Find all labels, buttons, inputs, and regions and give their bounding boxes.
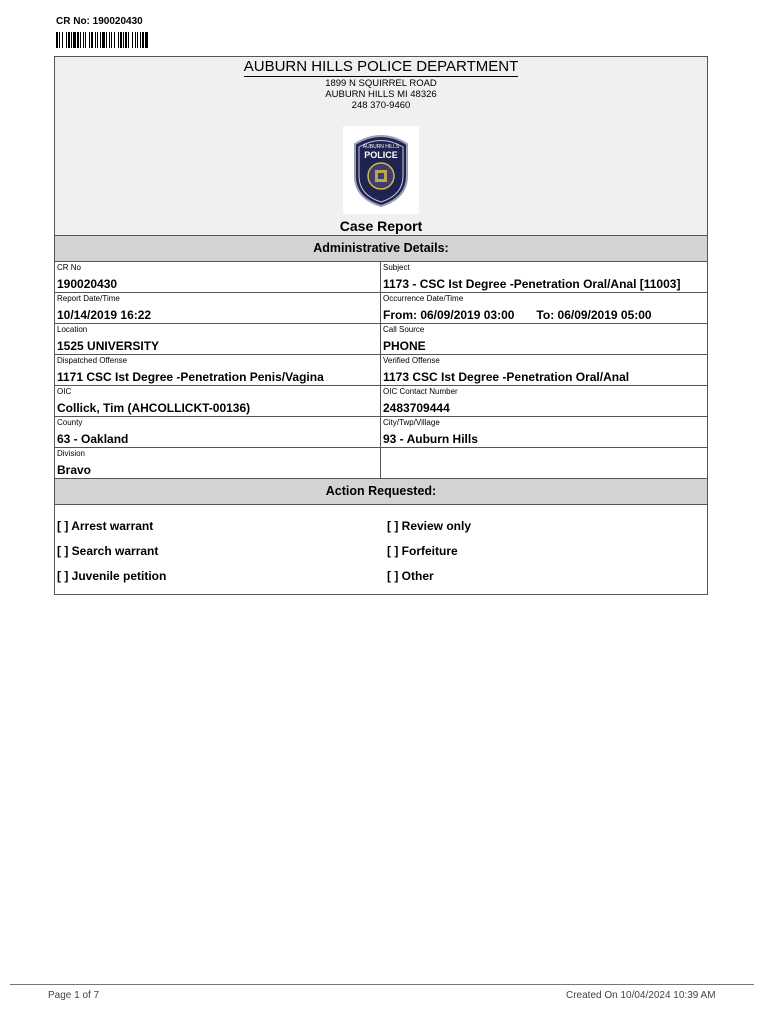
field-label: Occurrence Date/Time bbox=[383, 294, 464, 303]
address-line-1: 1899 N SQUIRREL ROAD bbox=[325, 78, 437, 89]
field-label: Location bbox=[57, 325, 88, 334]
field-label: Call Source bbox=[383, 325, 425, 334]
table-row bbox=[55, 386, 707, 417]
field-value: 1525 UNIVERSITY bbox=[57, 339, 160, 353]
table-row bbox=[55, 324, 707, 355]
action-checkbox-item: [ ] Review only bbox=[387, 518, 472, 533]
report-header bbox=[55, 57, 707, 236]
field-label: Division bbox=[57, 449, 86, 458]
field-value: PHONE bbox=[383, 339, 426, 353]
field-label: OIC Contact Number bbox=[383, 387, 458, 396]
department-phone: 248 370-9460 bbox=[351, 100, 411, 111]
occurrence-range bbox=[383, 308, 652, 322]
action-checkbox-item: [ ] Arrest warrant bbox=[57, 518, 154, 533]
action-checkbox-item: [ ] Juvenile petition bbox=[57, 568, 167, 583]
table-row bbox=[55, 293, 707, 324]
field-value: 190020430 bbox=[57, 277, 118, 291]
field-label: City/Twp/Village bbox=[383, 418, 440, 427]
department-name: AUBURN HILLS POLICE DEPARTMENT bbox=[243, 58, 519, 75]
field-value: 1171 CSC Ist Degree -Penetration Penis/Vagina bbox=[57, 370, 324, 384]
field-label: County bbox=[57, 418, 83, 427]
field-label: Subject bbox=[383, 263, 410, 272]
table-row bbox=[55, 417, 707, 448]
admin-details-heading: Administrative Details: bbox=[55, 236, 707, 262]
table-row bbox=[55, 262, 707, 293]
address-line-2: AUBURN HILLS MI 48326 bbox=[325, 89, 437, 100]
field-label: OIC bbox=[57, 387, 72, 396]
table-row bbox=[55, 355, 707, 386]
created-timestamp: Created On 10/04/2024 10:39 AM bbox=[566, 990, 716, 1001]
list-item bbox=[55, 563, 707, 588]
field-value: 1173 - CSC Ist Degree -Penetration Oral/Anal [11003] bbox=[383, 277, 681, 291]
field-label: Report Date/Time bbox=[57, 294, 120, 303]
action-requested-heading: Action Requested: bbox=[55, 479, 707, 505]
field-value: 10/14/2019 16:22 bbox=[57, 308, 152, 322]
action-checkbox-item: [ ] Search warrant bbox=[57, 543, 159, 558]
badge-top-text: AUBURN HILLS bbox=[362, 144, 400, 150]
badge-police-text: POLICE bbox=[364, 150, 398, 160]
action-checkbox-item: [ ] Other bbox=[387, 568, 434, 583]
page-number: Page 1 of 7 bbox=[48, 990, 100, 1001]
field-label: Verified Offense bbox=[383, 356, 440, 365]
list-item bbox=[55, 513, 707, 538]
barcode-image bbox=[56, 32, 184, 48]
department-address bbox=[55, 78, 707, 111]
field-value: Bravo bbox=[57, 463, 92, 477]
occurrence-from: From: 06/09/2019 03:00 bbox=[383, 308, 515, 322]
case-report-form bbox=[54, 56, 708, 595]
field-value: Collick, Tim (AHCOLLICKT-00136) bbox=[57, 401, 251, 415]
field-label: Dispatched Offense bbox=[57, 356, 128, 365]
list-item bbox=[55, 538, 707, 563]
field-label: CR No bbox=[57, 263, 82, 272]
field-value: 1173 CSC Ist Degree -Penetration Oral/Anal bbox=[383, 370, 630, 384]
occurrence-to: To: 06/09/2019 05:00 bbox=[536, 308, 652, 322]
report-title: Case Report bbox=[339, 218, 423, 234]
action-list bbox=[55, 505, 707, 594]
footer-divider bbox=[10, 984, 754, 985]
field-value: 63 - Oakland bbox=[57, 432, 129, 446]
police-badge-logo bbox=[343, 126, 419, 214]
table-row bbox=[55, 448, 707, 479]
field-value: 2483709444 bbox=[383, 401, 450, 415]
field-value: 93 - Auburn Hills bbox=[383, 432, 478, 446]
action-checkbox-item: [ ] Forfeiture bbox=[387, 543, 458, 558]
cr-number-header: CR No: 190020430 bbox=[56, 16, 143, 27]
